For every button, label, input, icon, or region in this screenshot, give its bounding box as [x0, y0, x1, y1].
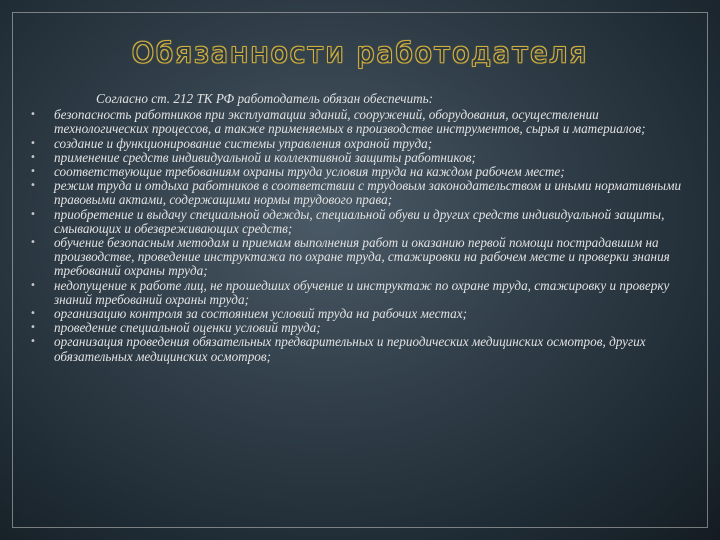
bullet-icon: •	[30, 279, 36, 291]
list-item-text: организация проведения обязательных предварительных и периодических медицинских осмотров, других обязательных медицинских осмотров;	[54, 334, 646, 364]
list-item	[30, 165, 692, 179]
list-item	[30, 279, 692, 307]
bullet-icon: •	[30, 109, 36, 121]
bullet-icon: •	[30, 180, 36, 192]
list-item-text: организацию контроля за состоянием условий труда на рабочих местах;	[54, 306, 467, 322]
list-item-text: применение средств индивидуальной и коллективной защиты работников;	[54, 149, 476, 165]
list-item-text: проведение специальной оценки условий труда;	[54, 320, 321, 336]
bullet-icon: •	[30, 336, 36, 348]
list-item	[30, 307, 692, 321]
list-item	[30, 137, 692, 151]
bullet-icon: •	[30, 237, 36, 249]
list-item-text: соответствующие требованиям охраны труда условия труда на каждом рабочем месте;	[54, 164, 565, 180]
list-item	[30, 208, 692, 236]
bullet-icon: •	[30, 208, 36, 220]
bullet-icon: •	[30, 322, 36, 334]
list-item	[30, 321, 692, 335]
duties-list	[30, 108, 692, 364]
list-item	[30, 179, 692, 207]
bullet-icon: •	[30, 308, 36, 320]
slide-title: Обязанности работодателя	[131, 36, 589, 69]
list-item	[30, 236, 692, 279]
list-item-text: создание и функционирование системы управления охраной труда;	[54, 135, 433, 151]
bullet-icon: •	[30, 137, 36, 149]
list-item-text: режим труда и отдыха работников в соответствии с трудовым законодательством и иными нормативными правовыми актами, содержащими нормы трудового права;	[54, 178, 682, 208]
list-item	[30, 151, 692, 165]
list-item-text: обучение безопасным методам и приемам выполнения работ и оказанию первой помощи пострадавшим на производстве, проведение инструктажа по охране труда, стажировки на рабочем месте и проверки знания требований охраны труда;	[54, 235, 670, 279]
bullet-icon: •	[30, 151, 36, 163]
list-item-text: приобретение и выдачу специальной одежды, специальной обуви и других средств индивидуальной защиты, смывающих и обезвреживающих средств;	[54, 206, 665, 236]
list-item-text: безопасность работников при эксплуатации зданий, сооружений, оборудования, осуществлении технологических процессов, а также применяемых в производстве инструментов, сырья и материалов;	[54, 107, 646, 137]
bullet-icon: •	[30, 166, 36, 178]
list-item	[30, 335, 692, 363]
slide-content	[30, 92, 692, 364]
intro-text: Согласно ст. 212 ТК РФ работодатель обязан обеспечить:	[96, 91, 434, 106]
list-item	[30, 108, 692, 136]
list-item-text: недопущение к работе лиц, не прошедших обучение и инструктаж по охране труда, стажировку и проверку знаний требований охраны труда;	[54, 277, 670, 307]
